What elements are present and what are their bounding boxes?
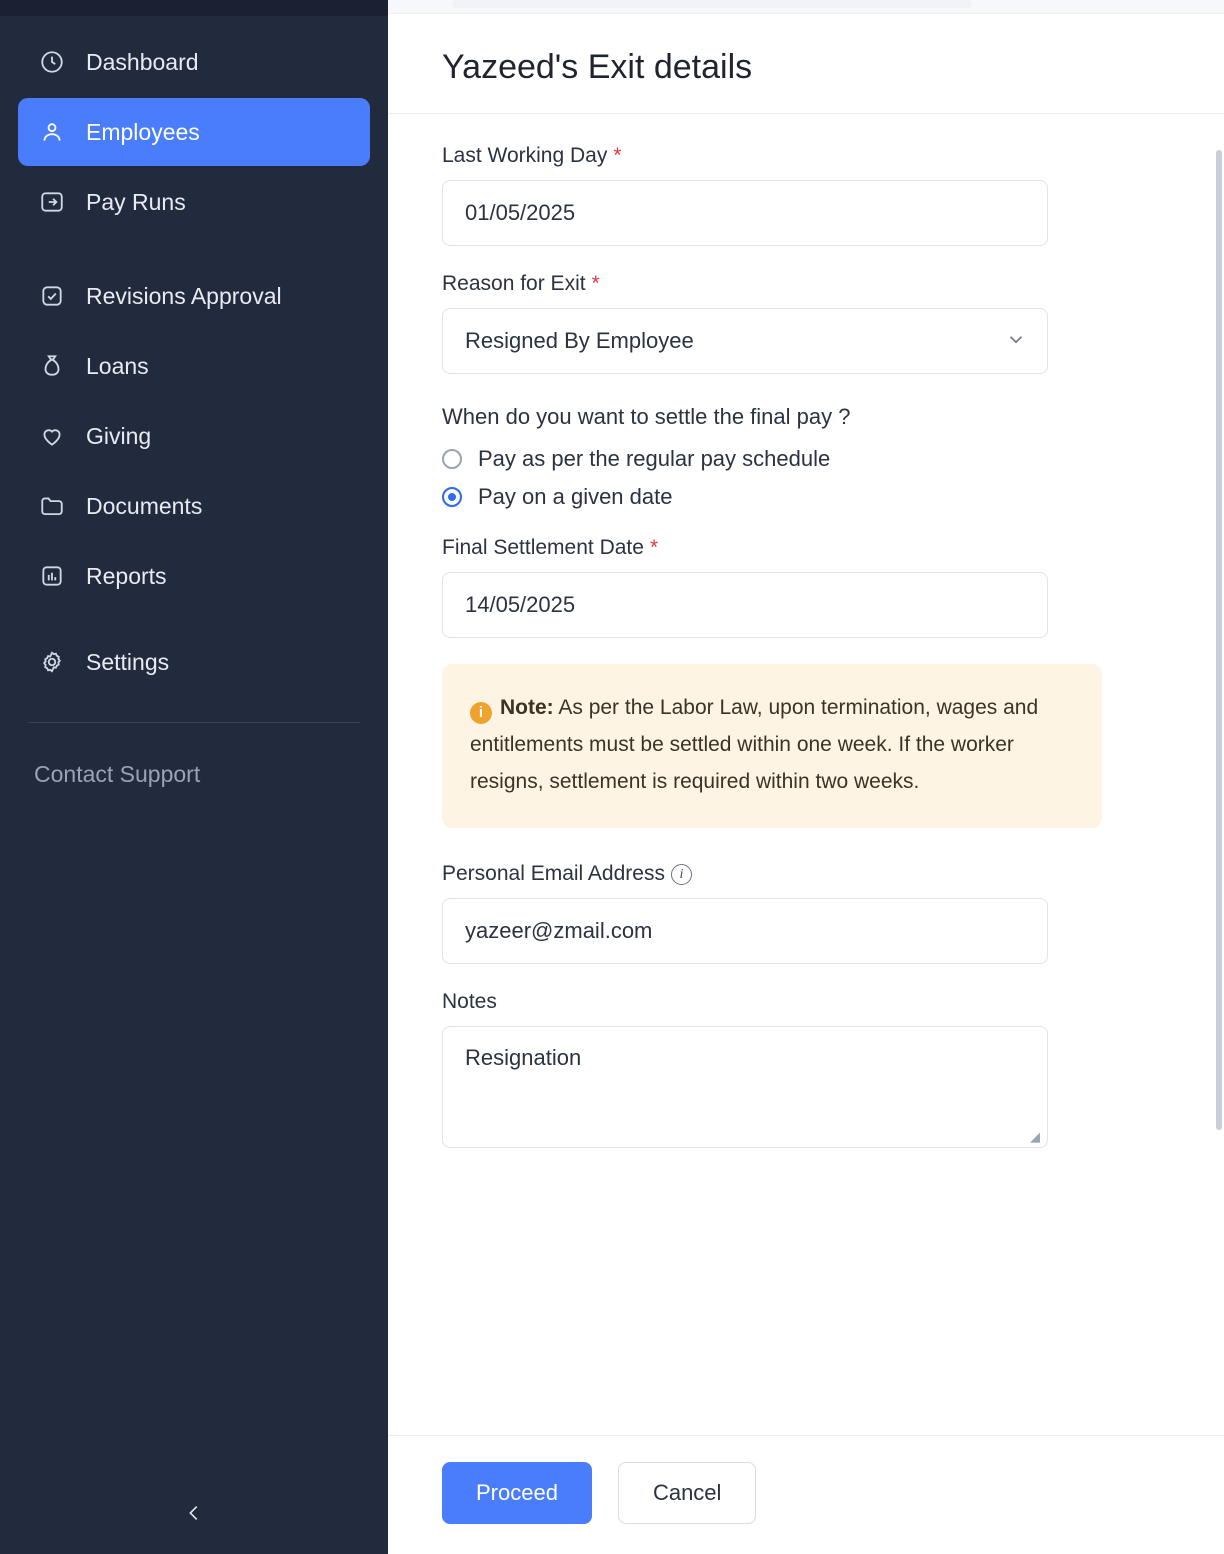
main-panel: [388, 0, 1224, 1554]
personal-email-value: yazeer@zmail.com: [465, 918, 653, 944]
exit-details-form: [388, 114, 1224, 1435]
required-marker: *: [613, 144, 622, 167]
reason-for-exit-select[interactable]: [442, 308, 1048, 374]
sidebar-item-label: Revisions Approval: [86, 282, 282, 309]
radio-icon-unselected: [442, 449, 462, 469]
sidebar-item-loans[interactable]: [18, 332, 370, 400]
sidebar-item-dashboard[interactable]: [18, 28, 370, 96]
field-reason-for-exit: [442, 272, 1170, 374]
heart-icon: [38, 422, 66, 450]
sidebar-item-employees[interactable]: [18, 98, 370, 166]
sidebar-nav: [0, 16, 388, 788]
reason-for-exit-value: Resigned By Employee: [465, 328, 694, 353]
sidebar-item-label: Employees: [86, 118, 200, 145]
money-bag-icon: [38, 352, 66, 380]
radio-pay-on-given-date[interactable]: [442, 484, 1170, 510]
notes-label: [442, 990, 1170, 1014]
sidebar-item-label: Dashboard: [86, 48, 199, 75]
final-settlement-date-label: [442, 536, 1170, 560]
sidebar-item-label: Giving: [86, 422, 152, 449]
folder-icon: [38, 492, 66, 520]
personal-email-label-text: Personal Email Address: [442, 862, 665, 886]
gear-icon: [38, 648, 66, 676]
info-circle-icon[interactable]: i: [671, 864, 692, 885]
resize-handle-icon[interactable]: ◢: [1030, 1129, 1040, 1145]
sidebar-item-pay-runs[interactable]: [18, 168, 370, 236]
required-marker: *: [649, 536, 659, 559]
note-prefix: Note:: [500, 696, 554, 719]
user-icon: [38, 118, 66, 146]
sidebar-collapse-button[interactable]: [0, 1478, 388, 1554]
notes-textarea[interactable]: [442, 1026, 1048, 1148]
sidebar-item-label: Pay Runs: [86, 188, 186, 215]
sidebar-top-strip: [0, 0, 388, 16]
chevron-down-icon: [1005, 328, 1027, 355]
personal-email-label: [442, 862, 1170, 886]
reason-for-exit-label-text: Reason for Exit: [442, 272, 586, 295]
final-settlement-date-label-text: Final Settlement Date: [442, 536, 644, 559]
sidebar-item-revisions-approval[interactable]: [18, 262, 370, 330]
cancel-button[interactable]: Cancel: [618, 1462, 756, 1524]
last-working-day-label-text: Last Working Day: [442, 144, 608, 167]
field-personal-email: [442, 862, 1170, 964]
final-settlement-date-value: 14/05/2025: [465, 592, 576, 617]
panel-header: [388, 14, 1224, 114]
sidebar-spacer: [0, 238, 388, 260]
sidebar-item-giving[interactable]: [18, 402, 370, 470]
sidebar-item-label: Reports: [86, 562, 167, 589]
last-working-day-input[interactable]: [442, 180, 1048, 246]
check-square-icon: [38, 282, 66, 310]
top-bar: [388, 0, 1224, 14]
personal-email-input[interactable]: [442, 898, 1048, 964]
radio-label: Pay as per the regular pay schedule: [478, 446, 831, 471]
last-working-day-value: 01/05/2025: [465, 200, 576, 225]
notes-label-text: Notes: [442, 990, 497, 1014]
pay-run-icon: [38, 188, 66, 216]
top-bar-placeholder: [452, 0, 972, 8]
clock-icon: [38, 48, 66, 76]
note-text: As per the Labor Law, upon termination, wages and entitlements must be settled within one week. If the worker resigns, settlement is required within two weeks.: [470, 696, 1039, 793]
sidebar-item-settings[interactable]: [18, 628, 370, 696]
form-footer: [388, 1435, 1224, 1554]
sidebar-item-reports[interactable]: [18, 542, 370, 610]
labor-law-note: [442, 664, 1102, 828]
contact-support-link[interactable]: Contact Support: [34, 761, 201, 787]
chevron-left-icon: [183, 1498, 205, 1535]
radio-label: Pay on a given date: [478, 484, 673, 509]
sidebar-item-label: Loans: [86, 352, 149, 379]
radio-icon-selected: [442, 487, 462, 507]
field-notes: [442, 990, 1170, 1148]
sidebar-spacer-2: [0, 612, 388, 626]
last-working-day-label: [442, 144, 1170, 168]
vertical-scrollbar[interactable]: [1216, 150, 1222, 1130]
reason-for-exit-label: [442, 272, 1170, 296]
page-title: Yazeed's Exit details: [442, 48, 753, 86]
sidebar-item-label: Settings: [86, 648, 170, 675]
radio-regular-pay-schedule[interactable]: [442, 446, 1170, 472]
field-last-working-day: [442, 144, 1170, 246]
sidebar: [0, 0, 388, 1554]
bar-chart-icon: [38, 562, 66, 590]
notes-value: Resignation: [465, 1045, 582, 1071]
info-icon: i: [470, 702, 492, 724]
required-marker: *: [591, 272, 600, 295]
settlement-question: When do you want to settle the final pay ?: [442, 404, 851, 429]
field-final-settlement-date: [442, 536, 1170, 638]
proceed-button[interactable]: Proceed: [442, 1462, 592, 1524]
sidebar-item-label: Documents: [86, 492, 203, 519]
final-settlement-date-input[interactable]: [442, 572, 1048, 638]
sidebar-item-documents[interactable]: [18, 472, 370, 540]
